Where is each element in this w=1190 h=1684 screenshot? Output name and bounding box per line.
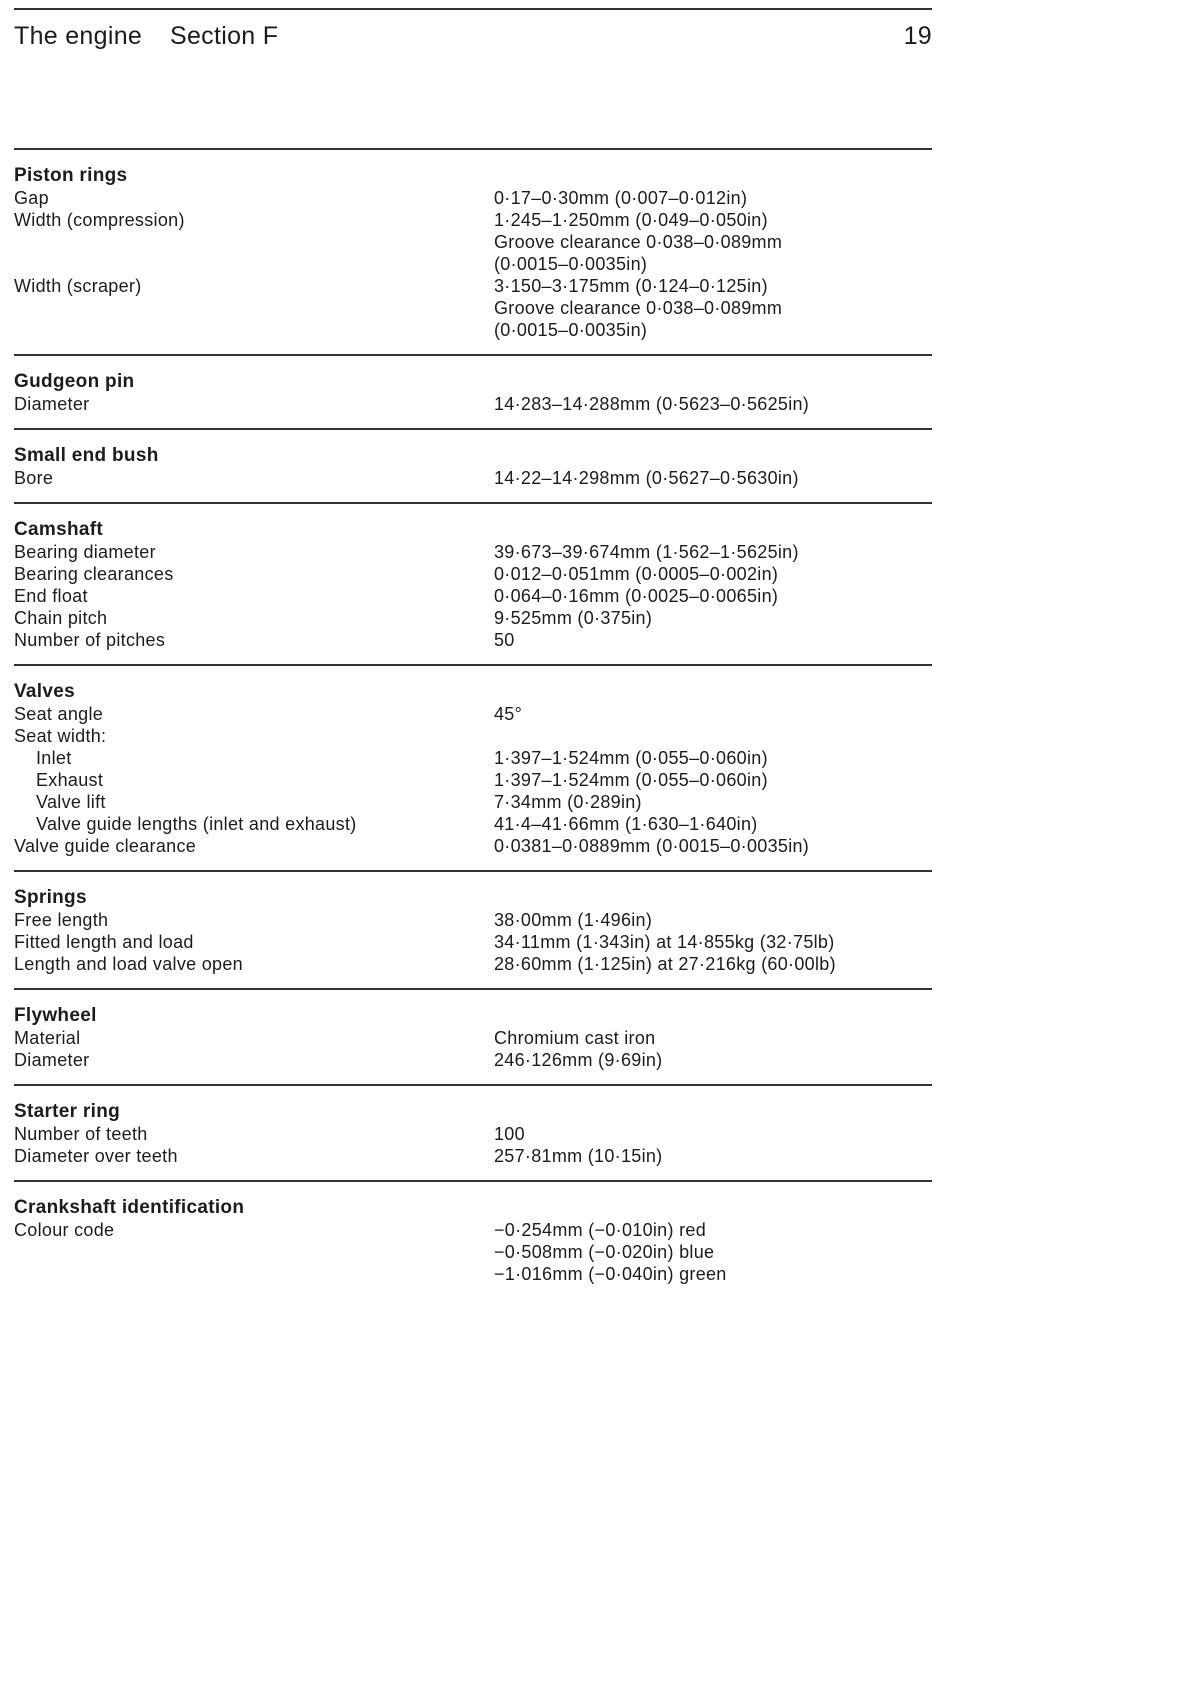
section-heading: Starter ring <box>14 1101 121 1122</box>
spec-row <box>14 585 932 607</box>
spec-value: 0·064–0·16mm (0·0025–0·0065in) <box>494 586 779 606</box>
spec-label: Diameter over teeth <box>14 1146 178 1166</box>
section-heading: Springs <box>14 887 87 908</box>
spec-label: Seat angle <box>14 704 104 724</box>
spec-value-line: 0·17–0·30mm (0·007–0·012in) <box>494 188 748 208</box>
spec-value-line: (0·0015–0·0035in) <box>494 254 648 274</box>
spec-value <box>494 725 932 747</box>
spec-value: 246·126mm (9·69in) <box>494 1050 663 1070</box>
spec-value: 41·4–41·66mm (1·630–1·640in) <box>494 814 758 834</box>
spec-label: Free length <box>14 910 109 930</box>
spec-label: Valve guide clearance <box>14 836 197 856</box>
spec-label: Diameter <box>14 1050 90 1070</box>
spec-value: 45° <box>494 704 523 724</box>
spec-label: Diameter <box>14 394 90 414</box>
spec-row <box>14 1027 932 1049</box>
spec-label: Seat width: <box>14 726 107 746</box>
spec-row <box>14 747 932 769</box>
spec-row <box>14 931 932 953</box>
spec-row <box>14 1049 932 1071</box>
section-gudgeon-pin <box>14 354 932 428</box>
section-heading: Valves <box>14 681 75 702</box>
spec-value: 0·012–0·051mm (0·0005–0·002in) <box>494 564 779 584</box>
spec-row <box>14 769 932 791</box>
spec-table <box>14 148 932 1285</box>
spec-value-line: 3·150–3·175mm (0·124–0·125in) <box>494 276 768 296</box>
spec-row <box>14 791 932 813</box>
spec-label: Number of teeth <box>14 1124 148 1144</box>
chapter-title: The engine <box>14 22 143 50</box>
spec-label: Number of pitches <box>14 630 166 650</box>
spec-value <box>494 209 932 275</box>
section-springs <box>14 870 932 988</box>
spec-label: Inlet <box>36 748 72 768</box>
page-header <box>14 22 932 56</box>
section-starter-ring <box>14 1084 932 1180</box>
spec-row <box>14 1145 932 1167</box>
spec-row <box>14 187 932 209</box>
section-heading: Piston rings <box>14 165 128 186</box>
spec-row <box>14 275 932 341</box>
spec-label: Length and load valve open <box>14 954 243 974</box>
spec-row <box>14 467 932 489</box>
spec-value: 14·283–14·288mm (0·5623–0·5625in) <box>494 394 810 414</box>
section-flywheel <box>14 988 932 1084</box>
section-heading: Camshaft <box>14 519 103 540</box>
spec-value: 34·11mm (1·343in) at 14·855kg (32·75lb) <box>494 932 835 952</box>
spec-row <box>14 629 932 651</box>
spec-value-line: Groove clearance 0·038–0·089mm <box>494 298 783 318</box>
spec-value-line: Groove clearance 0·038–0·089mm <box>494 232 783 252</box>
spec-value: Chromium cast iron <box>494 1028 656 1048</box>
spec-value-line: 1·245–1·250mm (0·049–0·050in) <box>494 210 768 230</box>
spec-label: Valve lift <box>36 792 106 812</box>
spec-row <box>14 813 932 835</box>
page-number: 19 <box>903 22 932 50</box>
spec-value <box>494 275 932 341</box>
spec-value: 38·00mm (1·496in) <box>494 910 653 930</box>
spec-value: 100 <box>494 1124 525 1144</box>
spec-value <box>494 187 932 209</box>
spec-value: 1·397–1·524mm (0·055–0·060in) <box>494 770 768 790</box>
spec-label: Chain pitch <box>14 608 108 628</box>
spec-label: End float <box>14 586 88 606</box>
section-valves <box>14 664 932 870</box>
spec-row <box>14 209 932 275</box>
spec-value-line: −1·016mm (−0·040in) green <box>494 1264 727 1284</box>
spec-label: Fitted length and load <box>14 932 194 952</box>
top-rule <box>14 8 932 10</box>
spec-value: 257·81mm (10·15in) <box>494 1146 663 1166</box>
spec-label: Material <box>14 1028 81 1048</box>
section-piston-rings <box>14 148 932 354</box>
spec-row <box>14 835 932 857</box>
section-heading: Flywheel <box>14 1005 97 1026</box>
spec-label: Width (compression) <box>14 210 185 230</box>
section-heading: Gudgeon pin <box>14 371 135 392</box>
spec-label: Width (scraper) <box>14 276 142 296</box>
spec-value: 14·22–14·298mm (0·5627–0·5630in) <box>494 468 799 488</box>
spec-row <box>14 607 932 629</box>
section-heading: Small end bush <box>14 445 159 466</box>
spec-label: Bearing diameter <box>14 542 156 562</box>
spec-row <box>14 1219 932 1285</box>
spec-value <box>494 1219 932 1285</box>
spec-value: 50 <box>494 630 515 650</box>
spec-label: Exhaust <box>36 770 104 790</box>
spec-row <box>14 563 932 585</box>
spec-value-line: (0·0015–0·0035in) <box>494 320 648 340</box>
spec-row <box>14 393 932 415</box>
section-label: Section F <box>170 22 279 50</box>
section-heading: Crankshaft identification <box>14 1197 245 1218</box>
spec-value: 1·397–1·524mm (0·055–0·060in) <box>494 748 768 768</box>
spec-row <box>14 1123 932 1145</box>
spec-label: Bore <box>14 468 54 488</box>
section-crankshaft <box>14 1180 932 1285</box>
spec-value: 28·60mm (1·125in) at 27·216kg (60·00lb) <box>494 954 836 974</box>
spec-label: Valve guide lengths (inlet and exhaust) <box>36 814 357 834</box>
spec-row <box>14 953 932 975</box>
spec-row <box>14 725 932 747</box>
spec-value: 9·525mm (0·375in) <box>494 608 653 628</box>
spec-label: Colour code <box>14 1220 115 1240</box>
section-small-end-bush <box>14 428 932 502</box>
spec-value-line: −0·254mm (−0·010in) red <box>494 1220 707 1240</box>
spec-label: Bearing clearances <box>14 564 174 584</box>
spec-value: 39·673–39·674mm (1·562–1·5625in) <box>494 542 799 562</box>
spec-value: 0·0381–0·0889mm (0·0015–0·0035in) <box>494 836 810 856</box>
spec-value: 7·34mm (0·289in) <box>494 792 642 812</box>
spec-row <box>14 541 932 563</box>
section-camshaft <box>14 502 932 664</box>
spec-value-line: −0·508mm (−0·020in) blue <box>494 1242 715 1262</box>
spec-row <box>14 909 932 931</box>
spec-row <box>14 703 932 725</box>
spec-label: Gap <box>14 188 49 208</box>
